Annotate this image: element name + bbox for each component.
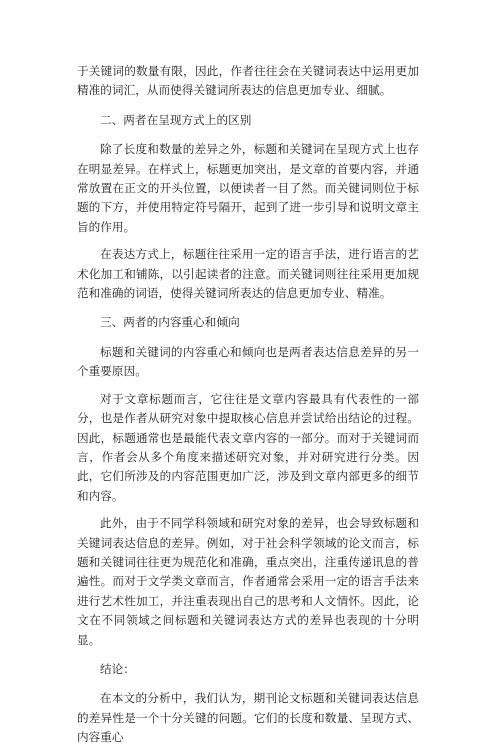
paragraph: 在表达方式上，标题往往采用一定的语言手法，进行语言的艺术化加工和铺陈，以引起读者的注意。而关键词则往往采用更加规范和准确的词语，使得关键词所表达的信息更加专业、精准。 (77, 247, 419, 301)
paragraph: 在本文的分析中，我们认为，期刊论文标题和关键词表达信息的差异性是一个十分关键的问题。它们的长度和数量、呈现方式、内容重心 (77, 691, 419, 745)
paragraph-continuation: 于关键词的数量有限，因此，作者往往会在关键词表达中运用更加精准的词汇，从而使得关键词所表达的信息更加专业、细腻。 (77, 64, 419, 98)
paragraph: 标题和关键词的内容重心和倾向也是两者表达信息差异的另一个重要原因。 (77, 344, 419, 379)
conclusion-heading: 结论： (100, 661, 135, 676)
section-heading-3: 三、两者的内容重心和倾向 (100, 315, 240, 330)
paragraph: 除了长度和数量的差异之外，标题和关键词在呈现方式上也存在明显差异。在样式上，标题更加突出，是文章的首要内容，并通常放置在正文的开头位置，以便读者一目了然。而关键词则位于标题的下方，并使用特定符号隔开，起到了进一步引导和说明文章主旨的作用。 (77, 142, 419, 234)
paragraph: 对于文章标题而言，它往往是文章内容最具有代表性的一部分，也是作者从研究对象中提取核心信息并尝试给出结论的过程。因此，标题通常也是最能代表文章内容的一部分。而对于关键词而言，作者会从多个角度来描述研究对象，并对研究进行分类。因此，它们所涉及的内容范围更加广泛，涉及到文章内部更多的细节和内容。 (77, 391, 419, 503)
document-body (77, 62, 419, 748)
paragraph: 此外，由于不同学科领域和研究对象的差异，也会导致标题和关键词表达信息的差异。例如，对于社会科学领域的论文而言，标题和关键词往往更为规范化和准确，重点突出，注重传递讯息的普遍性。而对于文学类文章而言，作者通常会采用一定的语言手法来进行艺术性加工，并注重表现出自己的思考和人文情怀。因此，论文在不同领域之间标题和关键词表达方式的差异也表现的十分明显。 (77, 516, 419, 647)
section-heading-2: 二、两者在呈现方式上的区别 (100, 112, 252, 127)
